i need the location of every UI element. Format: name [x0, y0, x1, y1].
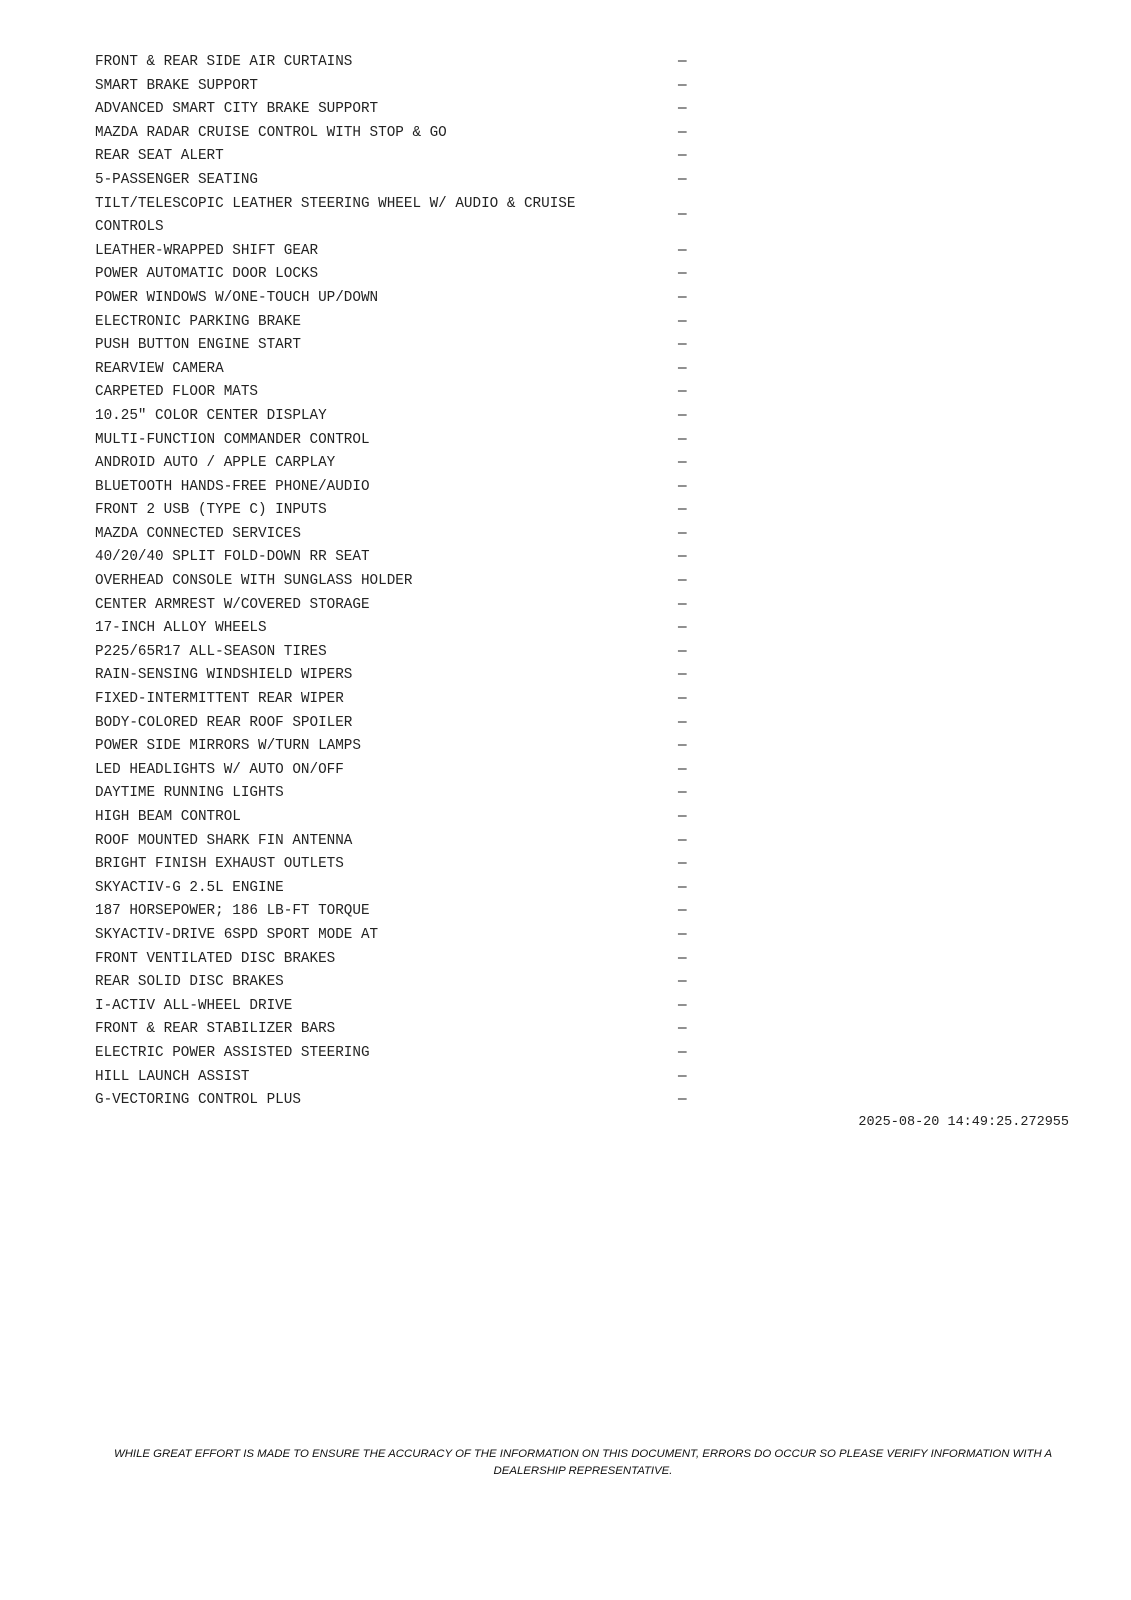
feature-row	[95, 806, 735, 830]
feature-name: PUSH BUTTON ENGINE START	[95, 337, 301, 354]
feature-name: 40/20/40 SPLIT FOLD-DOWN RR SEAT	[95, 549, 370, 566]
feature-name: REAR SEAT ALERT	[95, 148, 224, 165]
feature-row	[95, 900, 735, 924]
feature-name: DAYTIME RUNNING LIGHTS	[95, 785, 284, 802]
feature-name: FRONT & REAR SIDE AIR CURTAINS	[95, 54, 353, 70]
feature-value: —	[678, 407, 687, 424]
feature-row	[95, 641, 735, 665]
feature-name: BRIGHT FINISH EXHAUST OUTLETS	[95, 856, 344, 873]
feature-name: RAIN-SENSING WINDSHIELD WIPERS	[95, 667, 353, 684]
feature-row	[95, 877, 735, 901]
feature-name: CENTER ARMREST W/COVERED STORAGE	[95, 596, 370, 613]
feature-name: SKYACTIV-G 2.5L ENGINE	[95, 879, 284, 896]
feature-row	[95, 830, 735, 854]
feature-row	[95, 782, 735, 806]
feature-row	[95, 169, 735, 193]
feature-value: —	[678, 620, 687, 637]
feature-name: LEATHER-WRAPPED SHIFT GEAR	[95, 242, 319, 259]
feature-row	[95, 476, 735, 500]
feature-row	[95, 429, 735, 453]
feature-row	[95, 853, 735, 877]
feature-value: —	[678, 950, 687, 967]
feature-value: —	[678, 974, 687, 991]
feature-row	[95, 311, 735, 335]
feature-name: HIGH BEAM CONTROL	[95, 809, 241, 825]
feature-row	[95, 1089, 735, 1113]
feature-value: —	[678, 691, 687, 708]
feature-value: —	[678, 101, 687, 118]
feature-name: ELECTRONIC PARKING BRAKE	[95, 313, 301, 330]
feature-value: —	[678, 478, 687, 495]
feature-name: ANDROID AUTO / APPLE CARPLAY	[95, 455, 336, 472]
feature-row	[95, 594, 735, 618]
feature-value: —	[678, 77, 687, 94]
feature-value: —	[678, 903, 687, 920]
feature-row	[95, 287, 735, 311]
feature-name: FRONT 2 USB (TYPE C) INPUTS	[95, 502, 327, 519]
feature-name: FRONT & REAR STABILIZER BARS	[95, 1021, 336, 1038]
feature-value: —	[678, 1068, 687, 1085]
feature-value: —	[678, 337, 687, 354]
feature-name: HILL LAUNCH ASSIST	[95, 1068, 250, 1085]
feature-name: POWER SIDE MIRRORS W/TURN LAMPS	[95, 738, 361, 755]
feature-row	[95, 546, 735, 570]
feature-row	[95, 1066, 735, 1090]
feature-value: —	[678, 785, 687, 802]
feature-value: —	[678, 879, 687, 896]
feature-value: —	[678, 1092, 687, 1109]
feature-name: 5-PASSENGER SEATING	[95, 171, 259, 188]
feature-row	[95, 570, 735, 594]
feature-value: —	[678, 1044, 687, 1061]
feature-name: TILT/TELESCOPIC LEATHER STEERING WHEEL W/ AUDIO & CRUISE CONTROLS	[95, 195, 576, 236]
feature-row	[95, 405, 735, 429]
feature-value: —	[678, 832, 687, 849]
feature-name: MULTI-FUNCTION COMMANDER CONTROL	[95, 431, 370, 448]
feature-row	[95, 98, 735, 122]
feature-name: LED HEADLIGHTS W/ AUTO ON/OFF	[95, 761, 344, 778]
feature-value: —	[678, 761, 687, 778]
feature-name: 10.25" COLOR CENTER DISPLAY	[95, 407, 327, 424]
feature-row	[95, 664, 735, 688]
feature-name: ROOF MOUNTED SHARK FIN ANTENNA	[95, 832, 353, 849]
feature-name: P225/65R17 ALL-SEASON TIRES	[95, 643, 327, 660]
feature-name: BODY-COLORED REAR ROOF SPOILER	[95, 714, 353, 731]
feature-row	[95, 51, 735, 75]
feature-name: SKYACTIV-DRIVE 6SPD SPORT MODE AT	[95, 926, 379, 943]
feature-name: REARVIEW CAMERA	[95, 360, 224, 377]
feature-row	[95, 995, 735, 1019]
feature-row	[95, 1018, 735, 1042]
feature-row	[95, 688, 735, 712]
feature-name: 17-INCH ALLOY WHEELS	[95, 620, 267, 637]
feature-row	[95, 617, 735, 641]
feature-value: —	[678, 997, 687, 1014]
print-timestamp: 2025-08-20 14:49:25.272955	[858, 1115, 1069, 1130]
feature-value: —	[678, 667, 687, 684]
feature-row	[95, 712, 735, 736]
feature-value: —	[678, 148, 687, 165]
feature-row	[95, 924, 735, 948]
feature-value: —	[678, 360, 687, 377]
feature-value: —	[678, 455, 687, 472]
feature-row	[95, 523, 735, 547]
feature-row	[95, 193, 735, 240]
feature-name: POWER AUTOMATIC DOOR LOCKS	[95, 266, 319, 283]
feature-name: MAZDA RADAR CRUISE CONTROL WITH STOP & GO	[95, 124, 447, 141]
feature-value: —	[678, 926, 687, 943]
feature-value: —	[678, 266, 687, 283]
feature-row	[95, 948, 735, 972]
feature-value: —	[678, 289, 687, 306]
feature-row	[95, 1042, 735, 1066]
feature-name: OVERHEAD CONSOLE WITH SUNGLASS HOLDER	[95, 573, 413, 590]
feature-value: —	[678, 525, 687, 542]
feature-name: G-VECTORING CONTROL PLUS	[95, 1092, 301, 1109]
feature-value: —	[678, 1021, 687, 1038]
feature-row	[95, 240, 735, 264]
feature-value: —	[678, 431, 687, 448]
feature-value: —	[678, 54, 687, 70]
feature-name: FIXED-INTERMITTENT REAR WIPER	[95, 691, 344, 708]
feature-name: FRONT VENTILATED DISC BRAKES	[95, 950, 336, 967]
feature-value: —	[678, 856, 687, 873]
feature-value: —	[678, 171, 687, 188]
feature-row	[95, 358, 735, 382]
feature-row	[95, 75, 735, 99]
feature-value: —	[678, 207, 687, 224]
feature-value: —	[678, 714, 687, 731]
feature-value: —	[678, 313, 687, 330]
feature-value: —	[678, 809, 687, 825]
feature-row	[95, 759, 735, 783]
feature-row	[95, 263, 735, 287]
feature-value: —	[678, 124, 687, 141]
feature-name: BLUETOOTH HANDS-FREE PHONE/AUDIO	[95, 478, 370, 495]
disclaimer-text: WHILE GREAT EFFORT IS MADE TO ENSURE THE ACCURACY OF THE INFORMATION ON THIS DOCUMENT, ERRORS DO OCCUR SO PLEASE VERIFY INFORMATION WITH A DEALERSHIP REPRESENTATIVE.	[113, 1448, 1053, 1477]
feature-name: ELECTRIC POWER ASSISTED STEERING	[95, 1044, 370, 1061]
feature-value: —	[678, 573, 687, 590]
feature-value: —	[678, 643, 687, 660]
feature-name: ADVANCED SMART CITY BRAKE SUPPORT	[95, 101, 379, 118]
feature-name: REAR SOLID DISC BRAKES	[95, 974, 284, 991]
feature-row	[95, 381, 735, 405]
feature-name: I-ACTIV ALL-WHEEL DRIVE	[95, 997, 293, 1014]
feature-row	[95, 971, 735, 995]
feature-row	[95, 499, 735, 523]
feature-row	[95, 735, 735, 759]
feature-row	[95, 145, 735, 169]
feature-value: —	[678, 738, 687, 755]
feature-value: —	[678, 596, 687, 613]
feature-name: 187 HORSEPOWER; 186 LB-FT TORQUE	[95, 903, 370, 920]
feature-row	[95, 334, 735, 358]
feature-value: —	[678, 242, 687, 259]
feature-value: —	[678, 502, 687, 519]
feature-name: MAZDA CONNECTED SERVICES	[95, 525, 301, 542]
feature-value: —	[678, 384, 687, 401]
feature-name: SMART BRAKE SUPPORT	[95, 77, 259, 94]
feature-value: —	[678, 549, 687, 566]
feature-row	[95, 122, 735, 146]
feature-row	[95, 452, 735, 476]
feature-list	[95, 51, 735, 1113]
feature-name: POWER WINDOWS W/ONE-TOUCH UP/DOWN	[95, 289, 379, 306]
feature-name: CARPETED FLOOR MATS	[95, 384, 259, 401]
